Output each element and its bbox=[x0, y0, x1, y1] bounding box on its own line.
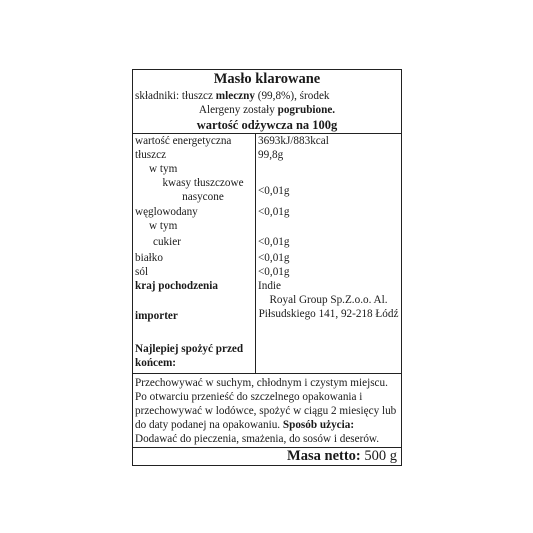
row-label: Najlepiej spożyć przed końcem: bbox=[133, 339, 256, 373]
table-row bbox=[133, 265, 401, 279]
table-row bbox=[133, 293, 401, 339]
table-row bbox=[133, 176, 401, 205]
row-label: białko bbox=[133, 251, 256, 265]
nutrition-table bbox=[133, 134, 401, 373]
row-label: wartość energetyczna bbox=[133, 134, 256, 148]
row-label: tłuszcz bbox=[133, 148, 256, 162]
table-row bbox=[133, 279, 401, 293]
storage-block bbox=[133, 373, 401, 447]
product-label bbox=[132, 69, 402, 466]
table-row bbox=[133, 205, 401, 219]
row-value: <0,01g bbox=[258, 184, 290, 197]
usage-text: Dodawać do pieczenia, smażenia, do sosów i deserów. bbox=[135, 433, 380, 445]
row-value: <0,01g bbox=[258, 236, 290, 248]
net-mass bbox=[133, 447, 401, 466]
allergen-bold: pogrubione. bbox=[277, 104, 336, 116]
net-mass-label: Masa netto: bbox=[287, 448, 361, 464]
table-row bbox=[133, 134, 401, 148]
row-label: kwasy tłuszczowe nasycone bbox=[133, 176, 256, 205]
row-value bbox=[256, 219, 402, 233]
ingredients-block bbox=[133, 89, 401, 117]
table-row bbox=[133, 148, 401, 162]
row-value: <0,01g bbox=[258, 266, 290, 278]
table-row bbox=[133, 339, 401, 373]
row-value: <0,01g bbox=[258, 206, 290, 218]
row-value: Indie bbox=[258, 280, 281, 292]
table-row bbox=[133, 219, 401, 233]
row-value bbox=[256, 339, 402, 373]
nutrition-title: wartość odżywcza na 100g bbox=[133, 117, 401, 134]
row-label: w tym bbox=[133, 219, 256, 233]
net-mass-value: 500 g bbox=[360, 448, 397, 464]
row-value: 3693kJ/883kcal bbox=[258, 135, 329, 147]
ingredients-suffix: (99,8%), środek bbox=[254, 90, 330, 102]
ingredients-prefix: składniki: tłuszcz bbox=[135, 90, 216, 102]
row-label: importer bbox=[133, 293, 256, 339]
row-value: Royal Group Sp.Z.o.o. Al. Piłsudskiego 141, 92-218 Łódź bbox=[258, 294, 399, 320]
row-value: <0,01g bbox=[258, 252, 290, 264]
allergen-note bbox=[135, 103, 399, 117]
row-label: sól bbox=[133, 265, 256, 279]
row-value bbox=[256, 162, 402, 176]
product-title: Masło klarowane bbox=[213, 71, 321, 87]
table-row bbox=[133, 233, 401, 251]
row-label: w tym bbox=[133, 162, 256, 176]
table-row bbox=[133, 162, 401, 176]
storage-text: Przechowywać w suchym, chłodnym i czystym miejscu. Po otwarciu przenieść do szczelnego opakowania i przechowywać w lodówce, spożyć w ciągu 2 miesięcy lub do daty podanej na opakowaniu. bbox=[135, 377, 397, 431]
allergen-prefix: Alergeny zostały bbox=[198, 104, 278, 116]
row-label: kraj pochodzenia bbox=[133, 279, 256, 293]
table-row bbox=[133, 251, 401, 265]
ingredients-bold: mleczny bbox=[215, 90, 255, 102]
row-value: 99,8g bbox=[258, 149, 284, 161]
row-label: węglowodany bbox=[133, 205, 256, 219]
usage-label: Sposób użycia: bbox=[282, 419, 355, 431]
row-label: cukier bbox=[133, 233, 256, 251]
